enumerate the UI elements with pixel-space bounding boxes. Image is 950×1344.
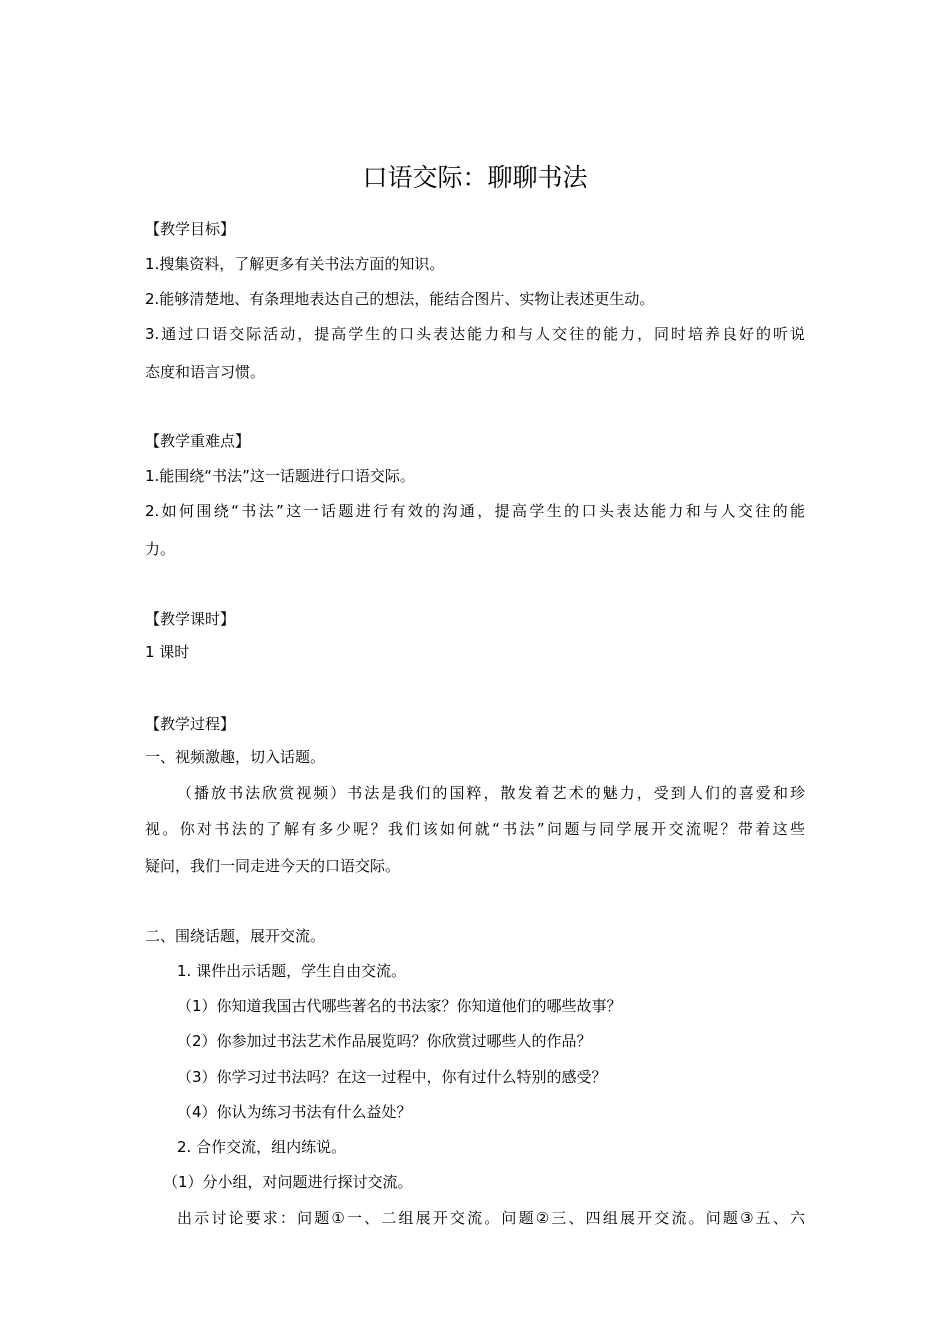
sub-step-1: 1. 课件出示话题，学生自由交流。 — [177, 962, 407, 980]
section-heading-periods: 【教学课时】 — [145, 610, 236, 628]
sub-step-2: 2. 合作交流，组内练说。 — [177, 1138, 347, 1156]
group-step-1: （1）分小组，对问题进行探讨交流。 — [163, 1173, 413, 1191]
objective-item-2: 2.能够清楚地、有条理地表达自己的想法，能结合图片、实物让表述更生动。 — [145, 290, 655, 308]
page-title: 口语交际：聊聊书法 — [362, 163, 588, 192]
objective-item-3-line-1: 3.通过口语交际活动，提高学生的口头表达能力和与人交往的能力，同时培养良好的听说 — [145, 325, 805, 343]
process-step-2: 二、围绕话题，展开交流。 — [145, 927, 326, 945]
intro-paragraph-line-2: 视。你对书法的了解有多少呢？我们该如何就“书法”问题与同学展开交流呢？带着这些 — [145, 820, 805, 838]
section-heading-objectives: 【教学目标】 — [145, 220, 236, 238]
discussion-requirements: 出示讨论要求：问题①一、二组展开交流。问题②三、四组展开交流。问题③五、六 — [177, 1209, 805, 1227]
period-count: 1 课时 — [145, 643, 190, 661]
key-point-1: 1.能围绕“书法”这一话题进行口语交际。 — [145, 467, 415, 485]
question-2: （2）你参加过书法艺术作品展览吗？你欣赏过哪些人的作品？ — [177, 1032, 592, 1050]
question-3: （3）你学习过书法吗？在这一过程中，你有过什么特别的感受？ — [177, 1068, 607, 1086]
intro-paragraph-line-3: 疑问，我们一同走进今天的口语交际。 — [145, 857, 401, 875]
section-heading-key-points: 【教学重难点】 — [145, 432, 251, 450]
key-point-2-line-1: 2.如何围绕“书法”这一话题进行有效的沟通，提高学生的口头表达能力和与人交往的能 — [145, 502, 805, 520]
objective-item-3-line-2: 态度和语言习惯。 — [145, 363, 266, 381]
key-point-2-line-2: 力。 — [145, 540, 176, 558]
question-4: （4）你认为练习书法有什么益处？ — [177, 1103, 412, 1121]
process-step-1: 一、视频激趣，切入话题。 — [145, 748, 326, 766]
section-heading-process: 【教学过程】 — [145, 715, 236, 733]
question-1: （1）你知道我国古代哪些著名的书法家？你知道他们的哪些故事？ — [177, 997, 622, 1015]
objective-item-1: 1.搜集资料，了解更多有关书法方面的知识。 — [145, 255, 445, 273]
intro-paragraph-line-1: （播放书法欣赏视频）书法是我们的国粹，散发着艺术的魅力，受到人们的喜爱和珍 — [177, 784, 805, 802]
